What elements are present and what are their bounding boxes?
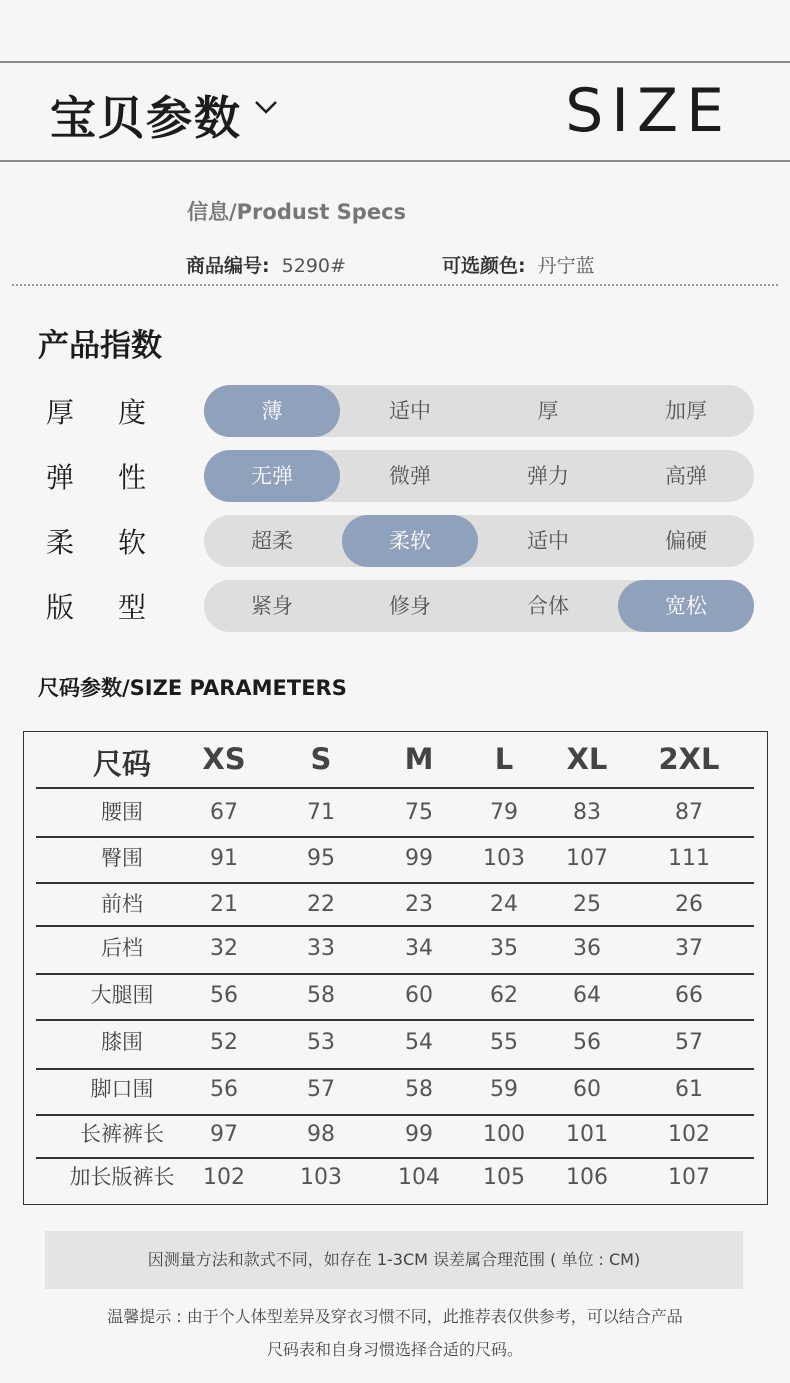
info-title: 信息/Produst Specs xyxy=(187,200,407,224)
table-cell: 79 xyxy=(490,800,518,825)
size-column-header: 2XL xyxy=(658,742,720,776)
index-option: 合体 xyxy=(527,594,569,618)
table-cell: 99 xyxy=(405,1122,433,1147)
index-label-char: 型 xyxy=(117,591,146,624)
index-row-label xyxy=(46,521,146,561)
table-cell: 61 xyxy=(675,1077,703,1102)
item-number xyxy=(186,251,346,278)
table-cell: 102 xyxy=(668,1122,710,1147)
color-label: 可选颜色: xyxy=(442,255,526,277)
table-cell: 106 xyxy=(566,1165,608,1190)
table-cell: 103 xyxy=(300,1165,342,1190)
table-cell: 98 xyxy=(307,1122,335,1147)
table-cell: 62 xyxy=(490,983,518,1008)
index-option-selected: 无弹 xyxy=(204,450,340,502)
index-label-char: 厚 xyxy=(46,396,75,429)
table-cell: 66 xyxy=(675,983,703,1008)
table-cell: 56 xyxy=(573,1030,601,1055)
table-cell: 56 xyxy=(210,983,238,1008)
size-header-label: 尺码 xyxy=(92,747,151,781)
table-cell: 95 xyxy=(307,846,335,871)
table-cell: 83 xyxy=(573,800,601,825)
index-option-selected: 宽松 xyxy=(618,580,754,632)
table-cell: 107 xyxy=(566,846,608,871)
table-cell: 87 xyxy=(675,800,703,825)
table-cell: 97 xyxy=(210,1122,238,1147)
tip-line-2: 尺码表和自身习惯选择合适的尺码。 xyxy=(266,1340,523,1359)
table-row-divider xyxy=(36,787,754,789)
table-cell: 91 xyxy=(210,846,238,871)
table-row-divider xyxy=(36,1114,754,1116)
index-option: 适中 xyxy=(389,399,431,423)
table-row-divider xyxy=(36,1068,754,1070)
index-row xyxy=(0,385,790,437)
index-option: 超柔 xyxy=(251,529,293,553)
table-row-label: 大腿围 xyxy=(90,983,154,1007)
size-table xyxy=(23,731,768,1205)
table-cell: 57 xyxy=(307,1077,335,1102)
table-cell: 99 xyxy=(405,846,433,871)
index-row-label xyxy=(46,586,146,626)
index-scale-track xyxy=(204,450,754,502)
color-option xyxy=(442,251,595,278)
table-cell: 52 xyxy=(210,1030,238,1055)
table-cell: 56 xyxy=(210,1077,238,1102)
index-option: 厚 xyxy=(537,399,559,423)
index-label-char: 版 xyxy=(46,591,75,624)
dotted-divider xyxy=(12,284,778,286)
index-scale-track xyxy=(204,385,754,437)
index-label-char: 度 xyxy=(117,396,146,429)
index-title: 产品指数 xyxy=(38,328,162,364)
index-scale-track xyxy=(204,515,754,567)
top-divider xyxy=(0,61,790,63)
measure-note: 因测量方法和款式不同，如存在 1-3CM 误差属合理范围 ( 单位 : CM) xyxy=(45,1231,743,1289)
item-number-value: 5290# xyxy=(281,255,346,277)
size-table-title: 尺码参数/SIZE PARAMETERS xyxy=(38,676,347,700)
table-row-divider xyxy=(36,1157,754,1159)
size-column-header: S xyxy=(310,742,332,776)
table-row-label: 后档 xyxy=(101,936,143,960)
table-cell: 57 xyxy=(675,1030,703,1055)
table-cell: 60 xyxy=(573,1077,601,1102)
table-cell: 58 xyxy=(405,1077,433,1102)
index-option: 加厚 xyxy=(665,399,707,423)
index-label-char: 柔 xyxy=(46,526,75,559)
table-cell: 104 xyxy=(398,1165,440,1190)
table-cell: 75 xyxy=(405,800,433,825)
size-column-header: XS xyxy=(202,742,246,776)
tip-line-1: 温馨提示 : 由于个人体型差异及穿衣习惯不同，此推荐表仅供参考，可以结合产品 xyxy=(107,1307,683,1326)
table-cell: 37 xyxy=(675,936,703,961)
table-cell: 59 xyxy=(490,1077,518,1102)
index-option: 紧身 xyxy=(251,594,293,618)
table-cell: 33 xyxy=(307,936,335,961)
table-cell: 53 xyxy=(307,1030,335,1055)
table-row-label: 长裤裤长 xyxy=(80,1122,164,1146)
index-label-char: 弹 xyxy=(46,461,75,494)
table-cell: 22 xyxy=(307,892,335,917)
color-value: 丹宁蓝 xyxy=(537,255,595,277)
table-row-label: 前档 xyxy=(101,892,143,916)
table-row-divider xyxy=(36,836,754,838)
header-divider xyxy=(0,160,790,162)
table-cell: 36 xyxy=(573,936,601,961)
table-cell: 21 xyxy=(210,892,238,917)
table-cell: 35 xyxy=(490,936,518,961)
table-row-divider xyxy=(36,925,754,927)
table-cell: 64 xyxy=(573,983,601,1008)
table-cell: 102 xyxy=(203,1165,245,1190)
index-option: 微弹 xyxy=(389,464,431,488)
table-cell: 24 xyxy=(490,892,518,917)
size-column-header: XL xyxy=(566,742,608,776)
table-cell: 54 xyxy=(405,1030,433,1055)
index-row-label xyxy=(46,456,146,496)
table-cell: 32 xyxy=(210,936,238,961)
index-option: 高弹 xyxy=(665,464,707,488)
table-cell: 25 xyxy=(573,892,601,917)
table-row-label: 加长版裤长 xyxy=(69,1165,175,1189)
index-row xyxy=(0,515,790,567)
index-option: 偏硬 xyxy=(665,529,707,553)
index-scale-track xyxy=(204,580,754,632)
table-row-label: 腰围 xyxy=(101,800,143,824)
table-cell: 107 xyxy=(668,1165,710,1190)
table-cell: 60 xyxy=(405,983,433,1008)
table-cell: 55 xyxy=(490,1030,518,1055)
index-option: 修身 xyxy=(389,594,431,618)
page-title: 宝贝参数 xyxy=(50,91,242,145)
index-label-char: 性 xyxy=(117,461,146,494)
index-row xyxy=(0,450,790,502)
table-cell: 101 xyxy=(566,1122,608,1147)
table-cell: 26 xyxy=(675,892,703,917)
table-cell: 23 xyxy=(405,892,433,917)
table-cell: 67 xyxy=(210,800,238,825)
table-row-divider xyxy=(36,1019,754,1021)
index-option: 弹力 xyxy=(527,464,569,488)
table-row-label: 脚口围 xyxy=(90,1077,154,1101)
table-cell: 105 xyxy=(483,1165,525,1190)
table-row-label: 膝围 xyxy=(101,1030,143,1054)
size-column-header: L xyxy=(494,742,514,776)
index-option: 适中 xyxy=(527,529,569,553)
table-row-divider xyxy=(36,973,754,975)
table-cell: 58 xyxy=(307,983,335,1008)
chevron-down-icon[interactable] xyxy=(254,100,278,114)
table-cell: 34 xyxy=(405,936,433,961)
table-cell: 111 xyxy=(668,846,710,871)
item-number-label: 商品编号: xyxy=(186,255,270,277)
size-heading: SIZE xyxy=(565,76,732,146)
index-option-selected: 柔软 xyxy=(342,515,478,567)
index-label-char: 软 xyxy=(117,526,146,559)
table-cell: 103 xyxy=(483,846,525,871)
size-column-header: M xyxy=(404,742,434,776)
index-row-label xyxy=(46,391,146,431)
table-row-divider xyxy=(36,882,754,884)
table-cell: 100 xyxy=(483,1122,525,1147)
table-cell: 71 xyxy=(307,800,335,825)
index-row xyxy=(0,580,790,632)
table-row-label: 臀围 xyxy=(101,846,143,870)
index-option-selected: 薄 xyxy=(204,385,340,437)
